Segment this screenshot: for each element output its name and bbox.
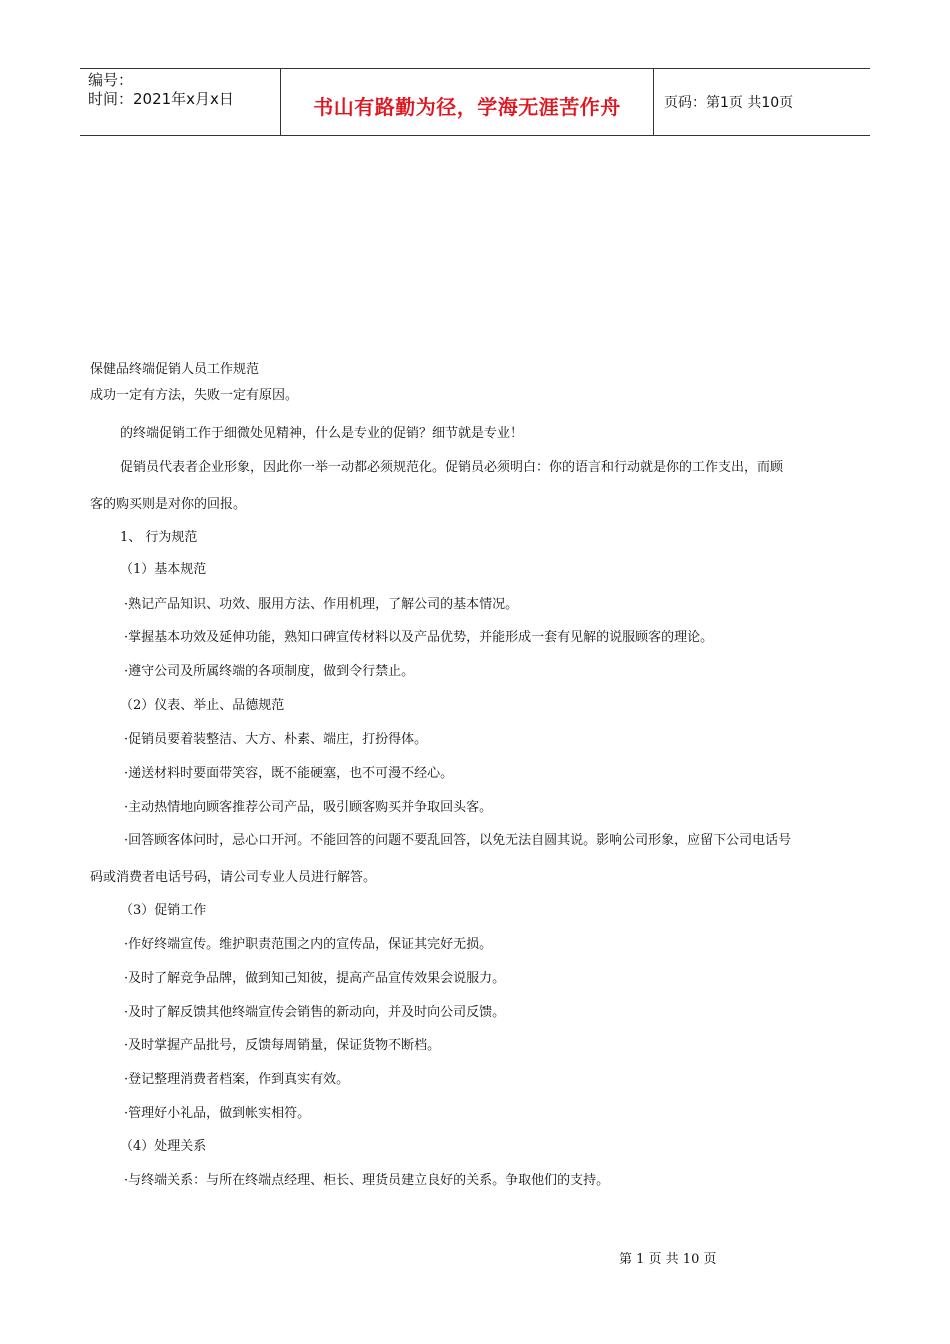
- list-item: ·促销员要着装整洁、大方、朴素、端庄，打扮得体。: [124, 732, 428, 747]
- paragraph-1: 的终端促销工作于细微处见精神，什么是专业的促销？细节就是专业！: [120, 426, 524, 441]
- header-left-cell: [80, 69, 281, 135]
- number-label: 编号：: [88, 71, 134, 89]
- list-item: ·及时了解反馈其他终端宣传会销售的新动向，并及时向公司反馈。: [124, 1005, 506, 1020]
- header-middle-cell: [281, 69, 654, 135]
- list-item: ·主动热情地向顾客推荐公司产品，吸引顾客购买并争取回头客。: [124, 800, 493, 815]
- list-item: ·登记整理消费者档案，作到真实有效。: [124, 1072, 350, 1087]
- subsection-heading-1: （1）基本规范: [120, 562, 207, 577]
- page-footer: 第 1 页 共 10 页: [619, 1252, 717, 1267]
- page-info: 页码：第1页 共10页: [664, 95, 794, 111]
- subsection-heading-4: （4）处理关系: [120, 1139, 207, 1154]
- paragraph-2-line-1: 促销员代表者企业形象，因此你一举一动都必须规范化。促销员必须明白：你的语言和行动就是你的工作支出，而顾: [120, 460, 784, 475]
- section-heading-1: 1、 行为规范: [120, 530, 198, 545]
- list-item: ·管理好小礼品，做到帐实相符。: [124, 1106, 311, 1121]
- document-title: 保健品终端促销人员工作规范: [90, 362, 260, 377]
- list-item: ·与终端关系：与所在终端点经理、柜长、理货员建立良好的关系。争取他们的支持。: [124, 1173, 610, 1188]
- list-item: ·作好终端宣传。维护职责范围之内的宣传品，保证其完好无损。: [124, 937, 493, 952]
- list-item: ·熟记产品知识、功效、服用方法、作用机理，了解公司的基本情况。: [124, 597, 519, 612]
- list-item: ·遵守公司及所属终端的各项制度，做到令行禁止。: [124, 664, 415, 679]
- motto-text: 书山有路勤为径，学海无涯苦作舟: [313, 94, 621, 119]
- document-subtitle: 成功一定有方法，失败一定有原因。: [90, 388, 299, 403]
- list-item: ·及时掌握产品批号，反馈每周销量，保证货物不断档。: [124, 1038, 441, 1053]
- list-item: ·及时了解竞争品牌，做到知己知彼，提高产品宣传效果会说服力。: [124, 971, 506, 986]
- time-label: 时间：2021年x月x日: [88, 90, 234, 108]
- header-table: [80, 68, 870, 136]
- subsection-heading-2: （2）仪表、举止、品德规范: [120, 698, 285, 713]
- list-item: ·回答顾客体问时，忌心口开河。不能回答的问题不要乱回答，以免无法自圆其说。影响公司形象，应留下公司电话号: [124, 833, 792, 848]
- list-item-continuation: 码或消费者电话号码，请公司专业人员进行解答。: [90, 870, 377, 885]
- header-right-cell: [654, 69, 870, 135]
- paragraph-2-line-2: 客的购买则是对你的回报。: [90, 497, 247, 512]
- subsection-heading-3: （3）促销工作: [120, 903, 207, 918]
- list-item: ·掌握基本功效及延伸功能，熟知口碑宣传材料以及产品优势，并能形成一套有见解的说服顾客的理论。: [124, 630, 714, 645]
- list-item: ·递送材料时要面带笑容，既不能硬塞，也不可漫不经心。: [124, 766, 454, 781]
